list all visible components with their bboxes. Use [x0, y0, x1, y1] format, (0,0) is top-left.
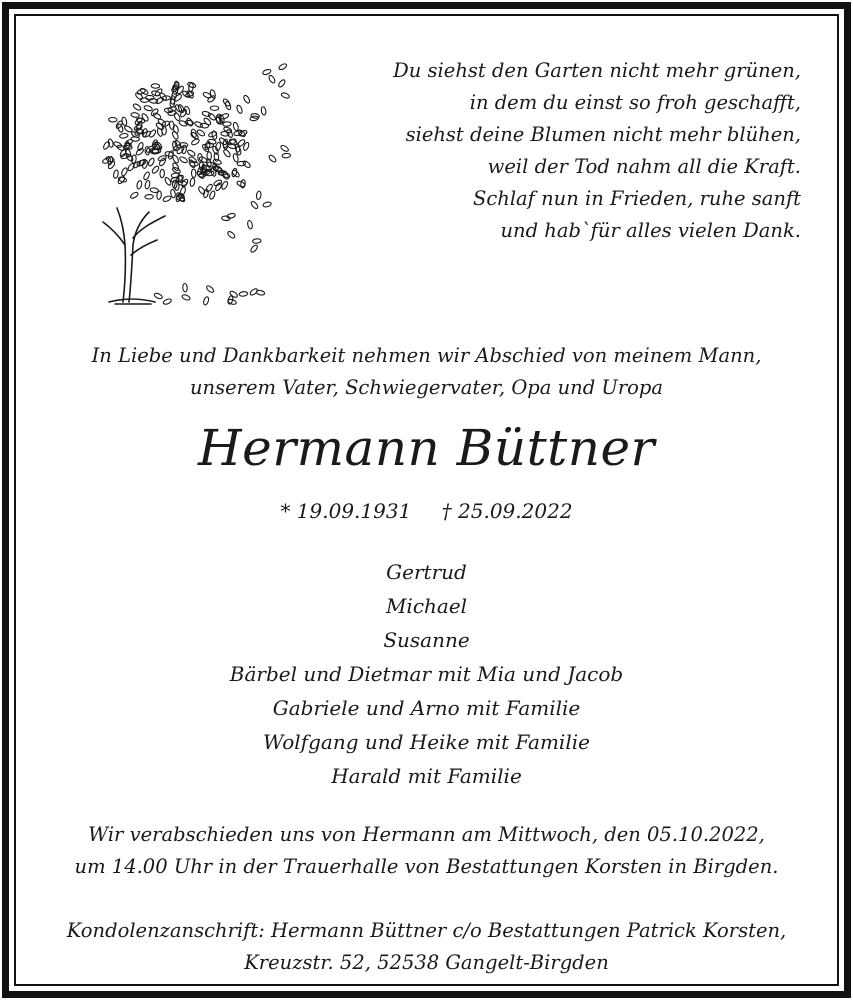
poem-line: weil der Tod nahm all die Kraft. [487, 155, 801, 178]
windblown-tree-icon [95, 40, 295, 310]
poem [361, 55, 801, 247]
life-dates [20, 496, 833, 526]
deceased-name: Hermann Büttner [198, 419, 655, 477]
condolence-address [20, 915, 833, 979]
family-member: Michael [385, 594, 468, 618]
contact-line: Kreuzstr. 52, 52538 Gangelt-Birgden [244, 951, 609, 974]
contact-line: Kondolenzanschrift: Hermann Büttner c/o Bestattungen Patrick Korsten, [66, 919, 787, 942]
service-line: Wir verabschieden uns von Hermann am Mittwoch, den 05.10.2022, [88, 823, 765, 846]
poem-line: Du siehst den Garten nicht mehr grünen, [393, 59, 801, 82]
family-member: Harald mit Familie [331, 764, 522, 788]
birth-date: * 19.09.1931 [280, 499, 412, 523]
service-info [20, 819, 833, 883]
family-list [20, 555, 833, 793]
poem-line: und hab`für alles vielen Dank. [500, 219, 801, 242]
poem-line: siehst deine Blumen nicht mehr blühen, [405, 123, 801, 146]
intro-line: In Liebe und Dankbarkeit nehmen wir Abschied von meinem Mann, [91, 344, 762, 367]
poem-line: in dem du einst so froh geschafft, [469, 91, 801, 114]
death-date: † 25.09.2022 [441, 499, 573, 523]
service-line: um 14.00 Uhr in der Trauerhalle von Bestattungen Korsten in Birgden. [74, 855, 779, 878]
poem-line: Schlaf nun in Frieden, ruhe sanft [472, 187, 801, 210]
family-member: Gabriele und Arno mit Familie [272, 696, 581, 720]
intro-text [20, 340, 833, 404]
family-member: Susanne [383, 628, 470, 652]
family-member: Bärbel und Dietmar mit Mia und Jacob [229, 662, 624, 686]
family-member: Wolfgang und Heike mit Familie [263, 730, 590, 754]
family-member: Gertrud [386, 560, 467, 584]
intro-line: unserem Vater, Schwiegervater, Opa und Uropa [189, 376, 664, 399]
